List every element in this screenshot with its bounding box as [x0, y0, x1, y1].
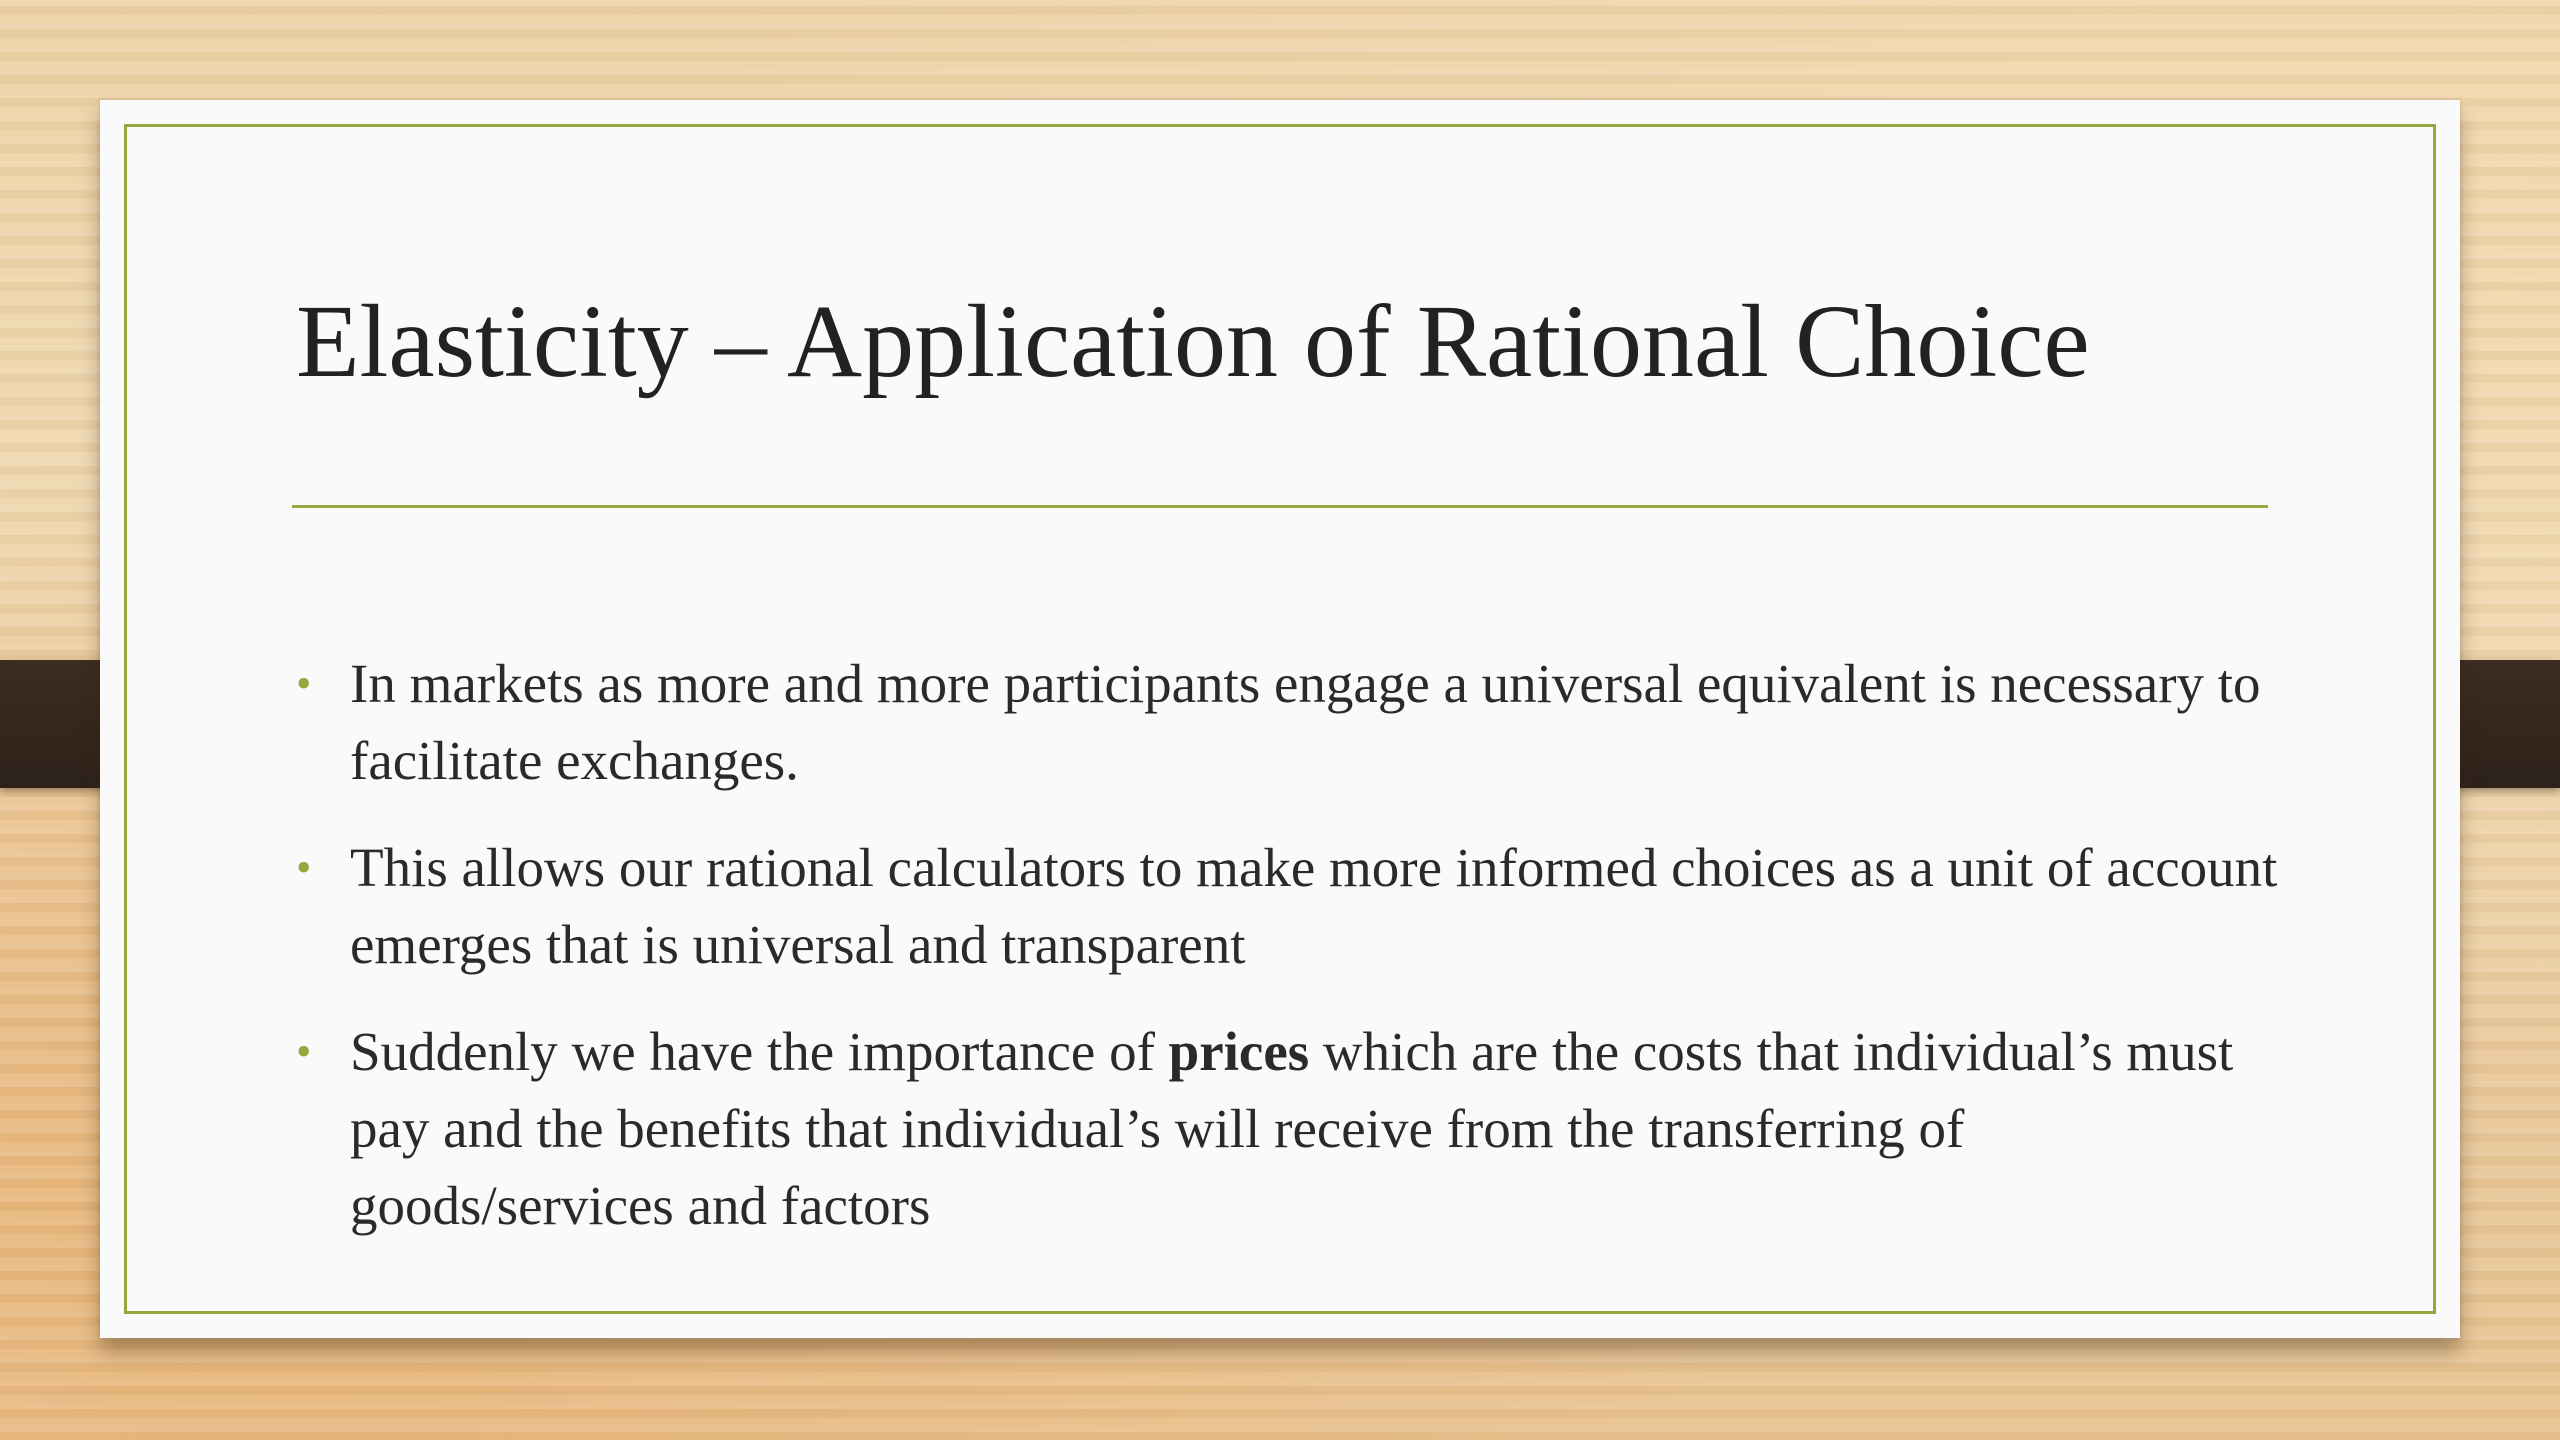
- bullet-marker-icon: •: [296, 659, 312, 708]
- slide-title: Elasticity – Application of Rational Choice: [296, 284, 2090, 399]
- bullet-item-3: [292, 1013, 2292, 1244]
- bullet-text: In markets as more and more participants engage a universal equivalent is necessary to facilitate exchanges.: [350, 653, 2261, 791]
- bullet-text-tail: which are the costs that individual’s must pay and the benefits that individual’s will receive from the transferring of goods/services and factors: [350, 1021, 2234, 1236]
- bullet-text: This allows our rational calculators to make more informed choices as a unit of account emerges that is universal and transparent: [350, 837, 2278, 975]
- bullet-marker-icon: •: [296, 1027, 312, 1076]
- bullet-item-1: [292, 645, 2292, 799]
- bullet-marker-icon: •: [296, 843, 312, 892]
- bullet-text-lead: Suddenly we have the importance of: [350, 1021, 1169, 1082]
- presentation-slide: [100, 100, 2460, 1338]
- bullet-text-bold-prices: prices: [1168, 1021, 1310, 1082]
- bullet-item-2: [292, 829, 2292, 983]
- bullet-list: [292, 645, 2292, 1274]
- title-divider: [292, 505, 2268, 508]
